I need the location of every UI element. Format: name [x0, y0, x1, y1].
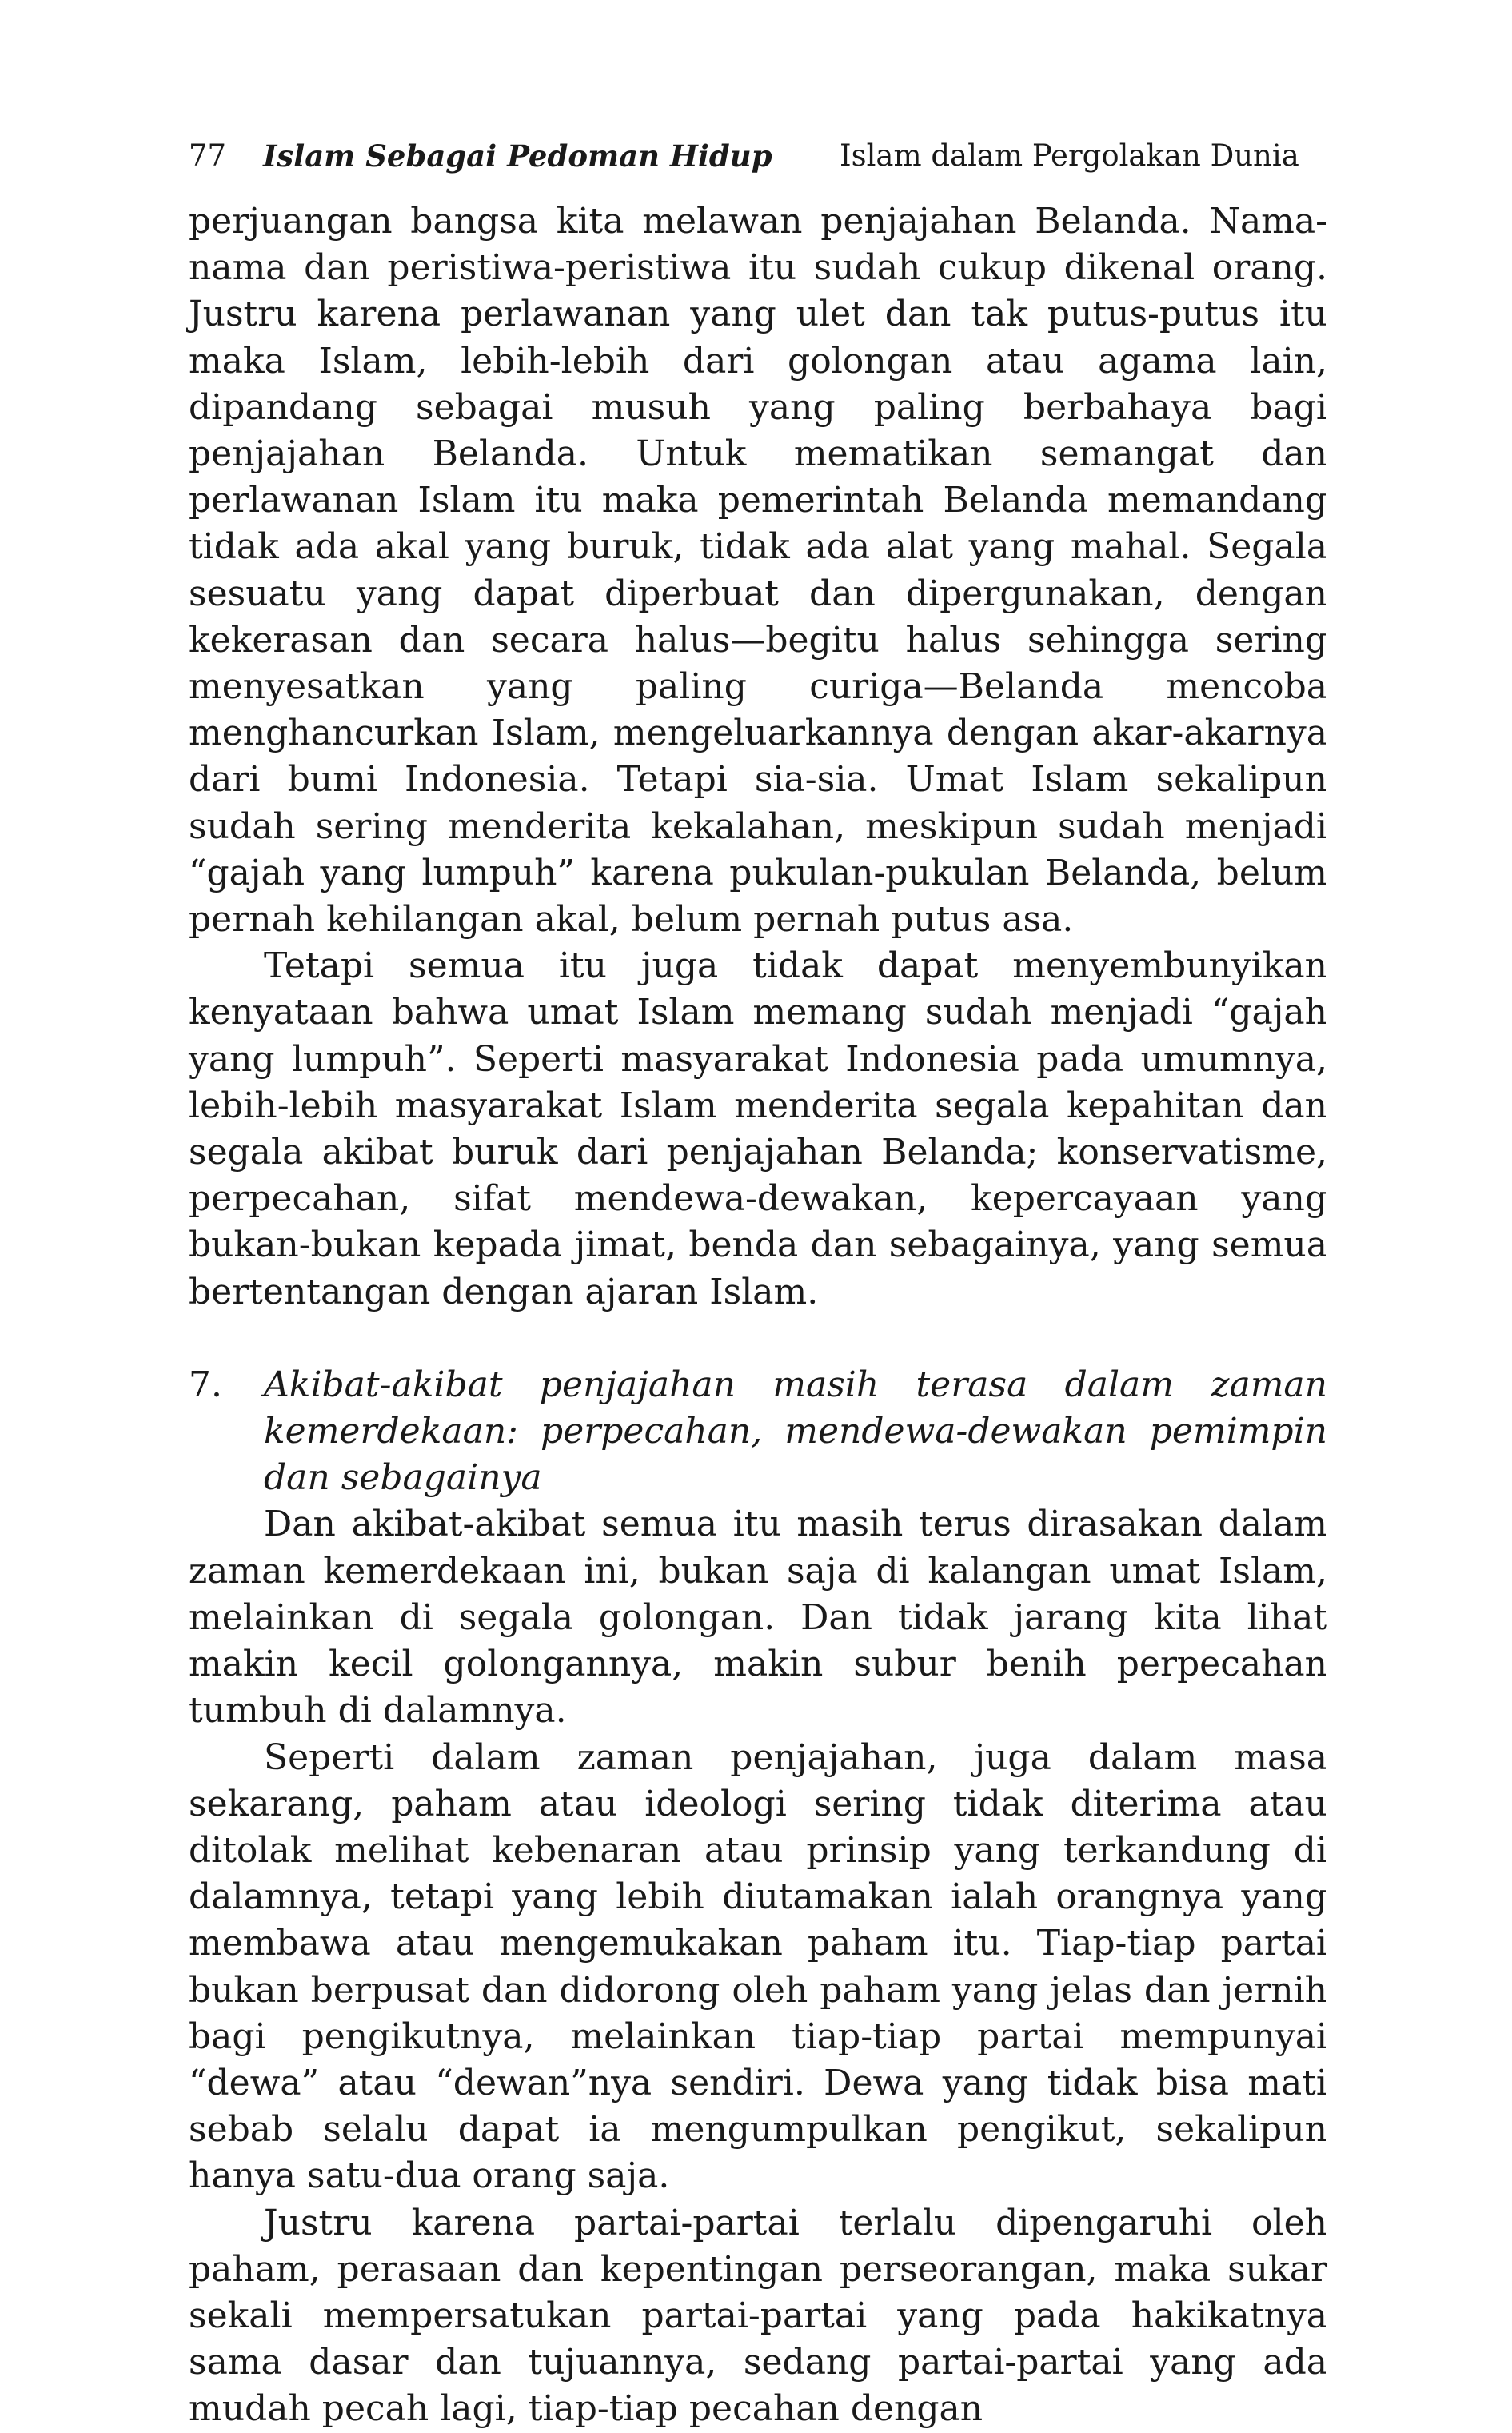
running-header	[189, 128, 1327, 184]
paragraph-5: Justru karena partai-partai terlalu dipengaruhi oleh paham, perasaan dan kepentingan perseorangan, maka sukar sekali mempersatukan partai-partai yang pada hakikatnya sama dasar dan tujuannya, sedang partai-partai yang ada mudah pecah lagi, tiap-tiap pecahan dengan	[189, 2202, 1327, 2430]
paragraph-4: Seperti dalam zaman penjajahan, juga dalam masa sekarang, paham atau ideologi sering tidak diterima atau ditolak melihat kebenaran atau prinsip yang terkandung di dalamnya, tetapi yang lebih diutamakan ialah orangnya yang membawa atau mengemukakan paham itu. Tiap-tiap partai bukan berpusat dan didorong oleh paham yang jelas dan jernih bagi pengikutnya, melainkan tiap-tiap partai mempunyai “dewa” atau “dewan”nya sendiri. Dewa yang tidak bisa mati sebab selalu dapat ia mengumpulkan pengikut, sekalipun hanya satu-dua orang saja.	[189, 1736, 1327, 2197]
page-number: 77	[189, 138, 227, 173]
section-title: Akibat-akibat penjajahan masih terasa dalam zaman kemerdekaan: perpecahan, mendewa-dewakan pemimpin dan sebagainya	[264, 1364, 1327, 1499]
section-heading	[189, 1362, 1327, 1502]
paragraph-1: perjuangan bangsa kita melawan penjajahan Belanda. Nama-nama dan peristiwa-peristiwa itu sudah cukup dikenal orang. Justru karena perlawanan yang ulet dan tak putus-putus itu maka Islam, lebih-lebih dari golongan atau agama lain, dipandang sebagai musuh yang paling berbahaya bagi penjajahan Belanda. Untuk mematikan semangat dan perlawanan Islam itu maka pemerintah Belanda memandang tidak ada akal yang buruk, tidak ada alat yang mahal. Segala sesuatu yang dapat diperbuat dan dipergunakan, dengan kekerasan dan secara halus—begitu halus sehingga sering menyesatkan yang paling curiga—Belanda mencoba menghancurkan Islam, mengeluarkannya dengan akar-akarnya dari bumi Indonesia. Tetapi sia-sia. Umat Islam sekalipun sudah sering menderita kekalahan, meskipun sudah menjadi “gajah yang lumpuh” karena pukulan-pukulan Belanda, belum pernah kehilangan akal, belum pernah putus asa.	[189, 201, 1327, 941]
book-title: Islam Sebagai Pedoman Hidup	[263, 138, 772, 174]
chapter-title: Islam dalam Pergolakan Dunia	[840, 138, 1299, 173]
body-text	[189, 198, 1327, 2433]
paragraph-2: Tetapi semua itu juga tidak dapat menyembunyikan kenyataan bahwa umat Islam memang sudah menjadi “gajah yang lumpuh”. Seperti masyarakat Indonesia pada umumnya, lebih-lebih masyarakat Islam menderita segala kepahitan dan segala akibat buruk dari penjajahan Belanda; konservatisme, perpecahan, sifat mendewa-dewakan, kepercayaan yang bukan-bukan kepada jimat, benda dan sebagainya, yang semua bertentangan dengan ajaran Islam.	[189, 945, 1327, 1312]
book-page	[189, 128, 1327, 2430]
section-number: 7.	[189, 1364, 222, 1405]
paragraph-3: Dan akibat-akibat semua itu masih terus dirasakan dalam zaman kemerdekaan ini, bukan saja di kalangan umat Islam, melainkan di segala golongan. Dan tidak jarang kita lihat makin kecil golongannya, makin subur benih perpecahan tumbuh di dalamnya.	[189, 1504, 1327, 1732]
